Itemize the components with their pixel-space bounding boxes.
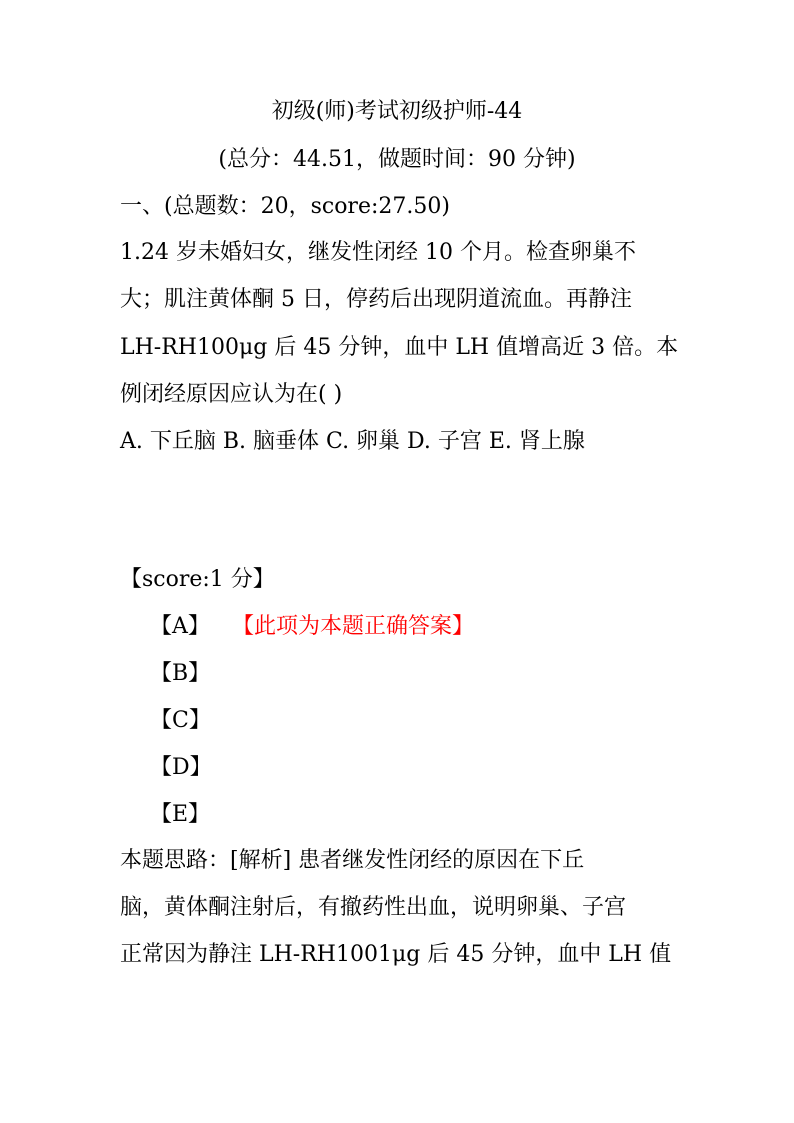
answer-option-a: 【A】 [150, 614, 210, 639]
answer-option-c: 【C】 [150, 708, 211, 733]
question-options: A. 下丘脑 B. 脑垂体 C. 卵巢 D. 子宫 E. 肾上腺 [120, 429, 585, 454]
explanation-line: 本题思路：[解析] 患者继发性闭经的原因在下丘 [120, 848, 585, 873]
section-heading: 一、(总题数：20，score:27.50) [120, 194, 450, 219]
answer-option-b: 【B】 [150, 661, 211, 686]
question-text-line: 大；肌注黄体酮 5 日，停药后出现阴道流血。再静注 [120, 287, 632, 312]
question-text-line: 1.24 岁未婚妇女，继发性闭经 10 个月。检查卵巢不 [120, 240, 636, 265]
explanation-line: 正常因为静注 LH-RH1001μg 后 45 分钟，血中 LH 值 [120, 942, 672, 967]
answer-option-e: 【E】 [150, 802, 211, 827]
exam-summary: (总分：44.51，做题时间：90 分钟) [218, 147, 576, 172]
correct-answer-marker: 【此项为本题正确答案】 [232, 614, 475, 639]
explanation-line: 脑，黄体酮注射后，有撤药性出血，说明卵巢、子宫 [120, 895, 627, 920]
question-text-line: LH-RH100μg 后 45 分钟，血中 LH 值增高近 3 倍。本 [120, 335, 679, 360]
score-label: 【score:1 分】 [120, 567, 275, 592]
question-text-line: 例闭经原因应认为在( ) [120, 382, 343, 407]
answer-option-d: 【D】 [150, 755, 212, 780]
page-title: 初级(师)考试初级护师-44 [271, 99, 523, 124]
